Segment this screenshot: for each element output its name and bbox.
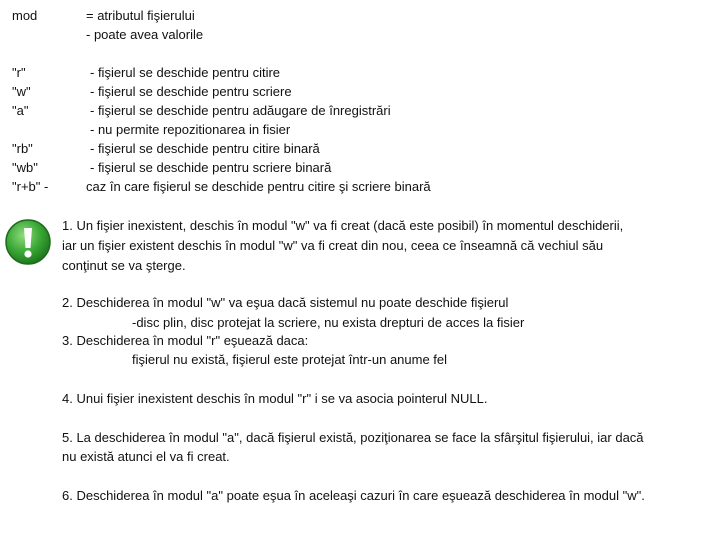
mode-a-desc: - fişierul se deschide pentru adăugare de înregistrări: [90, 103, 391, 118]
mode-wb: "wb": [12, 160, 38, 175]
note-2-line-2: -disc plin, disc protejat la scriere, nu exista drepturi de acces la fisier: [132, 315, 525, 330]
description-header-2: - poate avea valorile: [86, 27, 204, 42]
mode-a-desc-2: - nu permite repozitionarea in fisier: [90, 122, 291, 137]
mode-w-desc: - fişierul se deschide pentru scriere: [90, 84, 292, 99]
mode-rpb: "r+b" -: [12, 179, 49, 194]
note-3-line-1: 3. Deschiderea în modul "r" eşuează daca:: [62, 333, 309, 348]
mode-rb: "rb": [12, 141, 33, 156]
mode-wb-desc: - fişierul se deschide pentru scriere binară: [90, 160, 332, 175]
description-header-1: = atributul fişierului: [86, 8, 195, 23]
mode-r: "r": [12, 65, 26, 80]
note-6: 6. Deschiderea în modul "a" poate eşua în aceleaşi cazuri în care eşuează deschiderea în modul "w".: [62, 488, 645, 503]
note-1-line-1: 1. Un fişier inexistent, deschis în modul "w" va fi creat (dacă este posibil) în momentul deschiderii,: [62, 218, 624, 233]
mode-a: "a": [12, 103, 29, 118]
mode-r-desc: - fişierul se deschide pentru citire: [90, 65, 281, 80]
mode-w: "w": [12, 84, 31, 99]
exclamation-icon: [4, 218, 52, 266]
note-3-line-2: fişierul nu există, fişierul este protejat într-un anume fel: [132, 352, 448, 367]
mode-rb-desc: - fişierul se deschide pentru citire binară: [90, 141, 320, 156]
mode-header: mod: [12, 8, 38, 23]
note-2-line-1: 2. Deschiderea în modul "w" va eşua dacă sistemul nu poate deschide fişierul: [62, 295, 509, 310]
note-4: 4. Unui fişier inexistent deschis în modul "r" i se va asocia pointerul NULL.: [62, 391, 488, 406]
note-1-line-2: iar un fişier existent deschis în modul "w" va fi creat din nou, ceea ce înseamnă că vechiul său: [62, 238, 604, 253]
mode-rpb-desc: caz în care fişierul se deschide pentru citire şi scriere binară: [86, 179, 431, 194]
note-5-line-1: 5. La deschiderea în modul "a", dacă fişierul există, poziţionarea se face la sfârşitul fişierului, iar dacă: [62, 430, 644, 445]
note-1-line-3: conţinut se va şterge.: [62, 258, 186, 273]
note-5-line-2: nu există atunci el va fi creat.: [62, 449, 230, 464]
